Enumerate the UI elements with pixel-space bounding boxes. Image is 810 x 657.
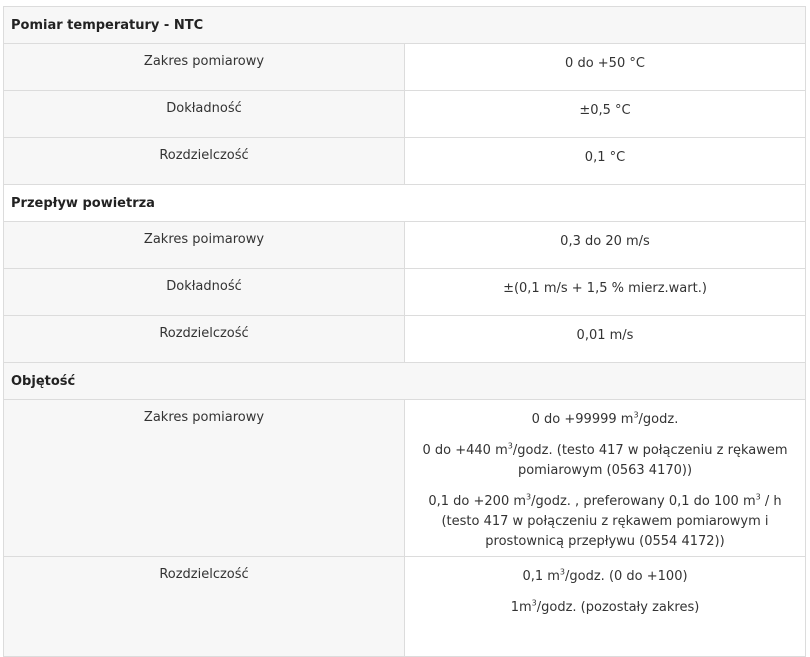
value-line: 0,01 m/s	[576, 328, 634, 343]
value-line: 0,1 $m^3$/godz. (0 do +100)	[522, 567, 688, 584]
table-row	[4, 269, 806, 316]
value-line: $1m^3$/godz. (pozostały zakres)	[510, 598, 700, 615]
section-title: Objętość	[11, 373, 76, 389]
table-row	[4, 316, 806, 363]
row-label: Dokładność	[4, 269, 405, 316]
row-value	[405, 222, 806, 269]
table-row	[4, 400, 806, 557]
table-row	[4, 91, 806, 138]
row-label: Zakres poimarowy	[4, 222, 405, 269]
section-title: Przepływ powietrza	[11, 195, 155, 211]
section-header-volume	[4, 363, 806, 400]
row-value	[405, 400, 806, 557]
value-line: 0 do +50 °C	[565, 56, 645, 71]
row-value	[405, 316, 806, 363]
row-label: Zakres pomiarowy	[4, 400, 405, 557]
row-value	[405, 44, 806, 91]
section-header-airflow	[4, 185, 806, 222]
table-row	[4, 44, 806, 91]
row-label: Rozdzielczość	[4, 138, 405, 185]
value-line: 0,1 °C	[584, 150, 626, 165]
value-line: ±(0,1 m/s + 1,5 % mierz.wart.)	[503, 281, 707, 296]
value-line: 0 do +99999 $m^3$/godz.	[531, 410, 679, 427]
value-line: 0,1 do +200 $m^3$/godz. , preferowany 0,1 do 100 $m^3$ / h (testo 417 w połączeniu z rękawem pomiarowym i prostownicą przepływu (0554 4172))	[428, 492, 782, 549]
row-value	[405, 91, 806, 138]
table-row	[4, 557, 806, 657]
row-label: Zakres pomiarowy	[4, 44, 405, 91]
value-line: 0,3 do 20 m/s	[560, 234, 650, 249]
row-value	[405, 269, 806, 316]
table-row	[4, 138, 806, 185]
section-header-temperature	[4, 7, 806, 44]
row-label: Rozdzielczość	[4, 557, 405, 657]
spec-table	[3, 6, 806, 657]
row-value	[405, 138, 806, 185]
row-label: Rozdzielczość	[4, 316, 405, 363]
section-title: Pomiar temperatury - NTC	[11, 17, 204, 33]
value-line: ±0,5 °C	[579, 103, 631, 118]
value-line: 0 do +440 $m^3$/godz. (testo 417 w połączeniu z rękawem pomiarowym (0563 4170))	[422, 441, 788, 478]
row-value	[405, 557, 806, 657]
row-label: Dokładność	[4, 91, 405, 138]
table-row	[4, 222, 806, 269]
